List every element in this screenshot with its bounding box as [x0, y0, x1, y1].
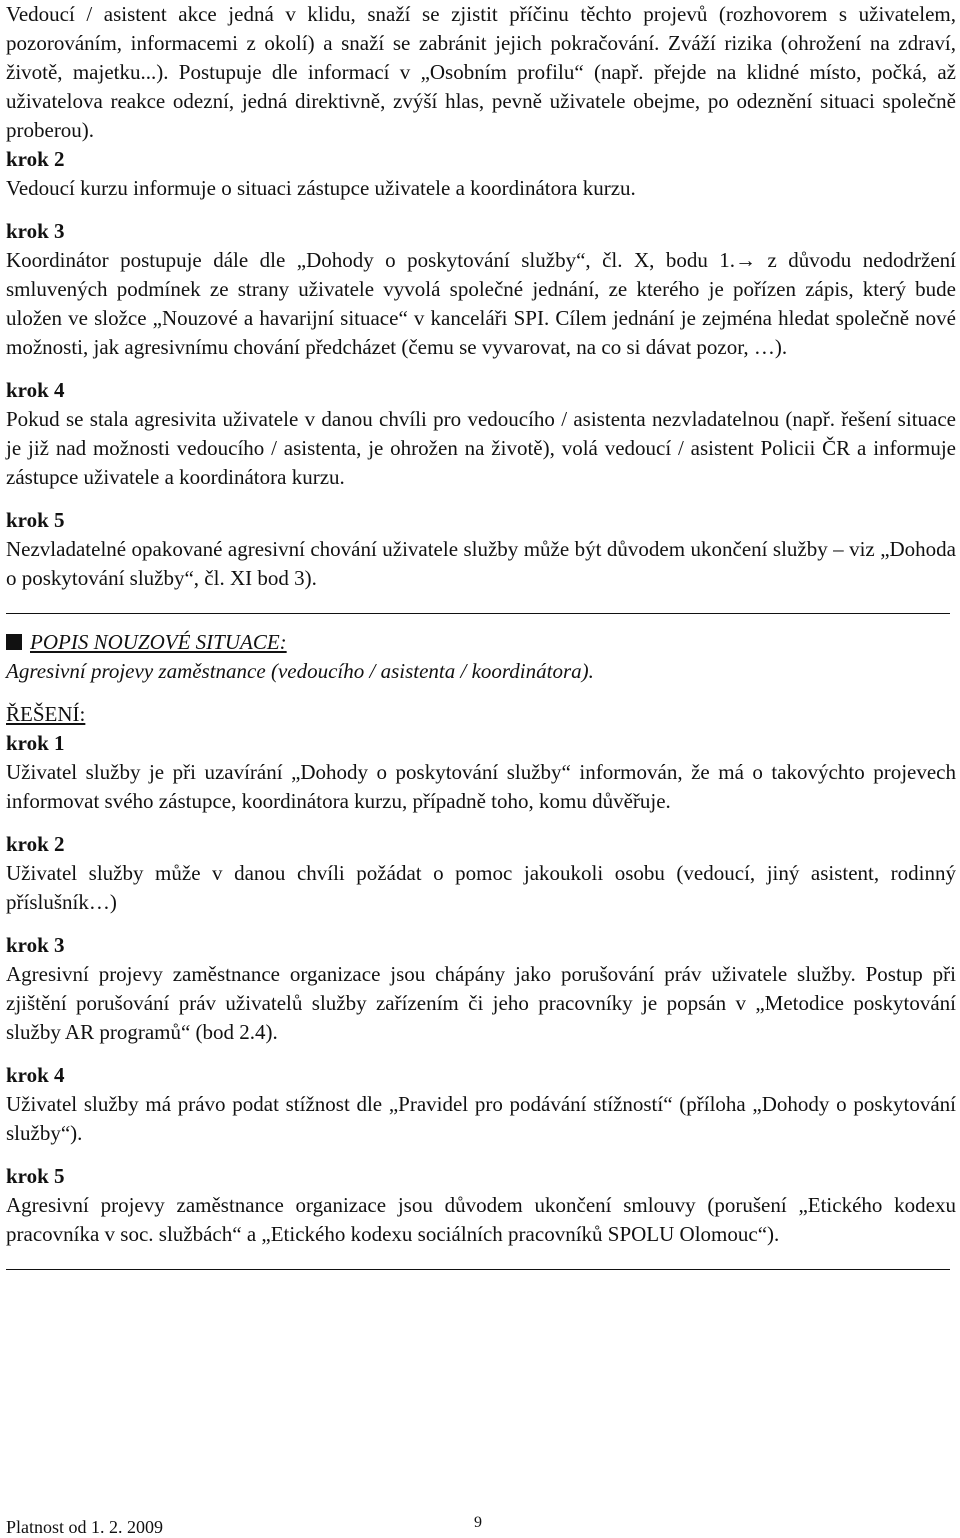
- step-heading: krok 5: [6, 508, 65, 532]
- document-page: [6, 0, 956, 1284]
- paragraph: Uživatel služby má právo podat stížnost dle „Pravidel pro podávání stížností“ (příloha „Dohody o poskytování služby“).: [6, 1092, 956, 1145]
- paragraph: Koordinátor postupuje dále dle „Dohody o poskytování služby“, čl. X, bodu 1.→ z důvodu nedodržení smluvených podmínek ze strany uživatele vyvolá společné jednání, ze kterého je pořízen zápis, který bude uložen ve složce „Nouzové a havarijní situace“ v kanceláři SPI. Cílem jednání je zejména hledat společně nové možnosti, jak agresivnímu chování předcházet (čemu se vyvarovat, na co si dávat pozor, …).: [6, 248, 956, 359]
- horizontal-divider: [6, 613, 950, 614]
- solution-label: ŘEŠENÍ:: [6, 702, 86, 726]
- paragraph: Agresivní projevy zaměstnance organizace jsou chápány jako porušování práv uživatele služby. Postup při zjištění porušování práv uživatelů služby zařízením či jeho pracovníky je popsán v „Metodice poskytování služby AR programů“ (bod 2.4).: [6, 962, 956, 1044]
- paragraph: Vedoucí kurzu informuje o situaci zástupce uživatele a koordinátora kurzu.: [6, 176, 636, 200]
- step-heading: krok 3: [6, 219, 65, 243]
- footer-validity: Platnost od 1. 2. 2009: [6, 1517, 164, 1537]
- paragraph: Uživatel služby je při uzavírání „Dohody o poskytování služby“ informován, že má o takovýchto projevech informovat svého zástupce, koordinátora kurzu, případně toho, komu důvěřuje.: [6, 760, 956, 813]
- paragraph: Uživatel služby může v danou chvíli požádat o pomoc jakoukoli osobu (vedoucí, jiný asistent, rodinný příslušník…): [6, 861, 956, 914]
- step-heading: krok 5: [6, 1164, 65, 1188]
- black-square-bullet-icon: [6, 634, 22, 650]
- paragraph: Nezvladatelné opakované agresivní chování uživatele služby může být důvodem ukončení služby – viz „Dohoda o poskytování služby“, čl. XI bod 3).: [6, 537, 956, 590]
- step-heading: krok 2: [6, 832, 65, 856]
- step-heading: krok 4: [6, 378, 65, 402]
- paragraph: Agresivní projevy zaměstnance organizace jsou důvodem ukončení smlouvy (porušení „Etického kodexu pracovníka v soc. službách“ a „Etického kodexu sociálních pracovníků SPOLU Olomouc“).: [6, 1193, 956, 1246]
- section-title: [6, 628, 956, 657]
- step-heading: krok 3: [6, 933, 65, 957]
- step-heading: krok 4: [6, 1063, 65, 1087]
- section-subtitle: Agresivní projevy zaměstnance (vedoucího / asistenta / koordinátora).: [6, 659, 594, 683]
- step-heading: krok 1: [6, 731, 65, 755]
- page-number: 9: [474, 1514, 482, 1531]
- section-title-text: POPIS NOUZOVÉ SITUACE:: [30, 630, 287, 654]
- step-heading: krok 2: [6, 147, 65, 171]
- paragraph: Pokud se stala agresivita uživatele v danou chvíli pro vedoucího / asistenta nezvladatelnou (např. řešení situace je již nad možnosti vedoucího / asistenta, je ohrožen na životě), volá vedoucí / asistent Policii ČR a informuje zástupce uživatele a koordinátora kurzu.: [6, 407, 956, 489]
- horizontal-divider: [6, 1269, 950, 1270]
- paragraph-intro: Vedoucí / asistent akce jedná v klidu, snaží se zjistit příčinu těchto projevů (rozhovorem s uživatelem, pozorováním, informacemi z okolí) a snaží se zabránit jejich pokračování. Zváží rizika (ohrožení na zdraví, životě, majetku...). Postupuje dle informací v „Osobním profilu“ (např. přejde na klidné místo, počká, až uživatelova reakce odezní, jedná direktivně, zvýší hlas, pevně uživatele obejme, po odeznění situaci společně proberou).: [6, 2, 956, 142]
